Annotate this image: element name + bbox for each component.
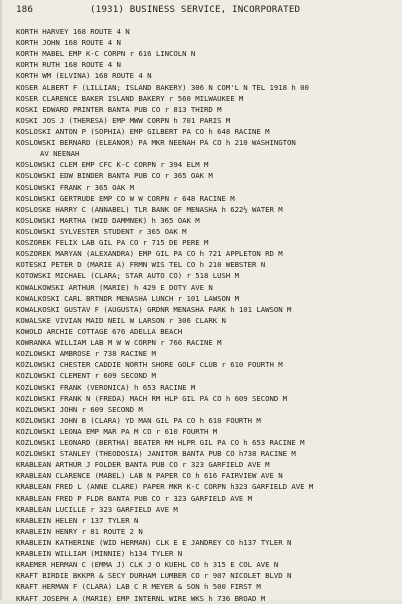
directory-entry: KOZLOWSKI JOHN r 609 SECOND M — [16, 404, 143, 414]
directory-entry: KORTH HARVEY 168 ROUTE 4 N — [16, 27, 130, 36]
directory-entry: KRABLEAN FRED L (ANNE CLARE) PAPER MKR K-C CORPN h323 GARFIELD AVE M — [16, 482, 314, 492]
directory-entry: AV NEENAH — [40, 149, 80, 159]
directory-entry: KRAEMER HERMAN C (EMMA J) CLK J O KUEHL CO h 315 E COL AVE N — [16, 560, 279, 570]
directory-entry: KOSLOSKE HARRY C (ANNABEL) TLR BANK OF MENASHA h 622½ WATER M — [16, 204, 283, 214]
page-number: 186 — [16, 4, 34, 15]
directory-entry: KRABLEAN LUCILLE r 323 GARFIELD AVE M — [16, 504, 178, 514]
directory-entry: KOSLOWSKI MARTHA (WID DAMMNEK) h 365 OAK M — [16, 215, 200, 225]
running-title: (1931) BUSINESS SERVICE, INCORPORATED — [90, 4, 301, 15]
directory-entry: KOSLOSKI ANTON P (SOPHIA) EMP GILBERT PA CO h 648 RACINE M — [16, 126, 270, 136]
directory-entry: KOSLOWSKI GERTRUDE EMP CO W W CORPN r 648 RACINE M — [16, 193, 235, 203]
directory-entry: KOZLOWSKI AMBROSE r 738 RACINE M — [16, 349, 156, 359]
directory-entry: KOSER CLARENCE BAKER ISLAND BAKERY r 560 MILWAUKEE M — [16, 93, 244, 103]
directory-entry: KOSLOWSKI CLEM EMP CFC K-C CORPN r 394 ELM M — [16, 160, 209, 170]
directory-entry: KRABLEAN FRED P FLDR BANTA PUB CO r 323 GARFIELD AVE M — [16, 493, 253, 503]
directory-entry: KRAFT HERMAN F (CLARA) LAB C R MEYER & SON h 500 FIRST M — [16, 582, 261, 592]
directory-entry: KOWALKOSKI CARL BRTNDR MENASHA LUNCH r 101 LAWSON M — [16, 293, 239, 303]
directory-entry: KOWOLD ARCHIE COTTAGE 676 ADELLA BEACH — [16, 326, 183, 336]
directory-entry: KOSKI JOS J (THERESA) EMP MWW CORPN h 701 PARIS M — [16, 115, 231, 125]
directory-entry: KOWRANKA WILLIAM LAB M W W CORPN r 766 RACINE M — [16, 338, 222, 348]
directory-entry: KOTESKI PETER D (MARIE A) FRMN WIS TEL CO h 210 WEBSTER N — [16, 260, 266, 270]
directory-entry: KORTH WM (ELVINA) 168 ROUTE 4 N — [16, 71, 152, 81]
directory-entry: KOZLOWSKI JOHN B (CLARA) YD MAN GIL PA CO h 610 FOURTH M — [16, 415, 261, 425]
directory-entry: KOWALKOSKI GUSTAV F (AUGUSTA) GRDNR MENASHA PARK h 101 LAWSON M — [16, 304, 292, 314]
directory-entry: KRABLEIN HELEN r 137 TYLER N — [16, 515, 139, 525]
directory-entry: KOWALKOWSKI ARTHUR (MARIE) h 429 E DOTY AVE N — [16, 282, 213, 292]
directory-entry: KOZLOWSKI FRANK (VERONICA) h 653 RACINE M — [16, 382, 196, 392]
directory-entry: KOSKI EDWARD PRINTER BANTA PUB CO r 813 THIRD M — [16, 104, 222, 114]
directory-entry: KOZLOWSKI LEONA EMP MAR PA M CO r 610 FOURTH M — [16, 426, 218, 436]
directory-entry: KOSER ALBERT F (LILLIAN; ISLAND BAKERY) 306 N COM'L N TEL 1918 h 00 — [16, 82, 309, 92]
directory-entry: KRABLEAN ARTHUR J FOLDER BANTA PUB CO r 323 GARFIELD AVE M — [16, 460, 270, 470]
directory-entry: KOTOWSKI MICHAEL (CLARA; STAR AUTO CO) r 518 LUSH M — [16, 271, 239, 281]
directory-entry: KRABLEAN CLARENCE (MABEL) LAB N PAPER CO h 616 FAIRVIEW AVE N — [16, 471, 283, 481]
directory-entry: KORTH MABEL EMP K-C CORPN r 616 LINCOLN N — [16, 49, 196, 59]
directory-entry: KRABLEIN WILLIAM (MINNIE) h134 TYLER N — [16, 549, 183, 559]
directory-entry: KOSLOWSKI FRANK r 365 OAK M — [16, 182, 135, 192]
directory-entry: KORTH RUTH 168 ROUTE 4 N — [16, 60, 121, 70]
directory-entry: KRAFT BIRDIE BKKPR & SECY DURHAM LUMBER CO r 907 NICOLET BLVD N — [16, 571, 292, 581]
directory-entry: KOSZOREK FELIX LAB GIL PA CO r 715 DE PERE M — [16, 238, 209, 248]
directory-entry: KRAFT JOSEPH A (MARIE) EMP INTERNL WIRE WKS h 736 BROAD M — [16, 593, 266, 603]
directory-listing — [16, 26, 398, 604]
directory-entry: KOZLOWSKI CLEMENT r 609 SECOND M — [16, 371, 156, 381]
directory-entry: KOZLOWSKI STANLEY (THEODOSIA) JANITOR BANTA PUB CO h738 RACINE M — [16, 449, 296, 459]
directory-entry: KOSLOWSKI SYLVESTER STUDENT r 365 OAK M — [16, 226, 187, 236]
directory-entry: KOSZOREK MARYAN (ALEXANDRA) EMP GIL PA CO h 721 APPLETON RD M — [16, 249, 283, 259]
directory-entry: KOWALSKE VIVIAN MAID NEIL W LARSON r 306 CLARK N — [16, 315, 226, 325]
directory-entry: KRABLEIN HENRY r 81 ROUTE 2 N — [16, 526, 143, 536]
directory-entry: KOSLOWSKI BERNARD (ELEANOR) PA MKR NEENAH PA CO h 210 WASHINGTON — [16, 138, 296, 148]
directory-entry: KOSLOWSKI EDW BINDER BANTA PUB CO r 365 OAK M — [16, 171, 213, 181]
directory-entry: KOZLOWSKI FRANK N (FREDA) MACH RM HLP GIL PA CO h 609 SECOND M — [16, 393, 288, 403]
page-header — [16, 3, 398, 17]
directory-entry: KRABLEIN KATHERINE (WID HERMAN) CLK E E JANDREY CO h137 TYLER N — [16, 538, 292, 548]
directory-entry: KOZLOWSKI LEONARD (BERTHA) BEATER RM HLPR GIL PA CO h 653 RACINE M — [16, 438, 305, 448]
directory-entry: KORTH JOHN 168 ROUTE 4 N — [16, 38, 121, 48]
directory-entry: KOZLOWSKI CHESTER CADDIE NORTH SHORE GOLF CLUB r 610 FOURTH M — [16, 360, 283, 370]
